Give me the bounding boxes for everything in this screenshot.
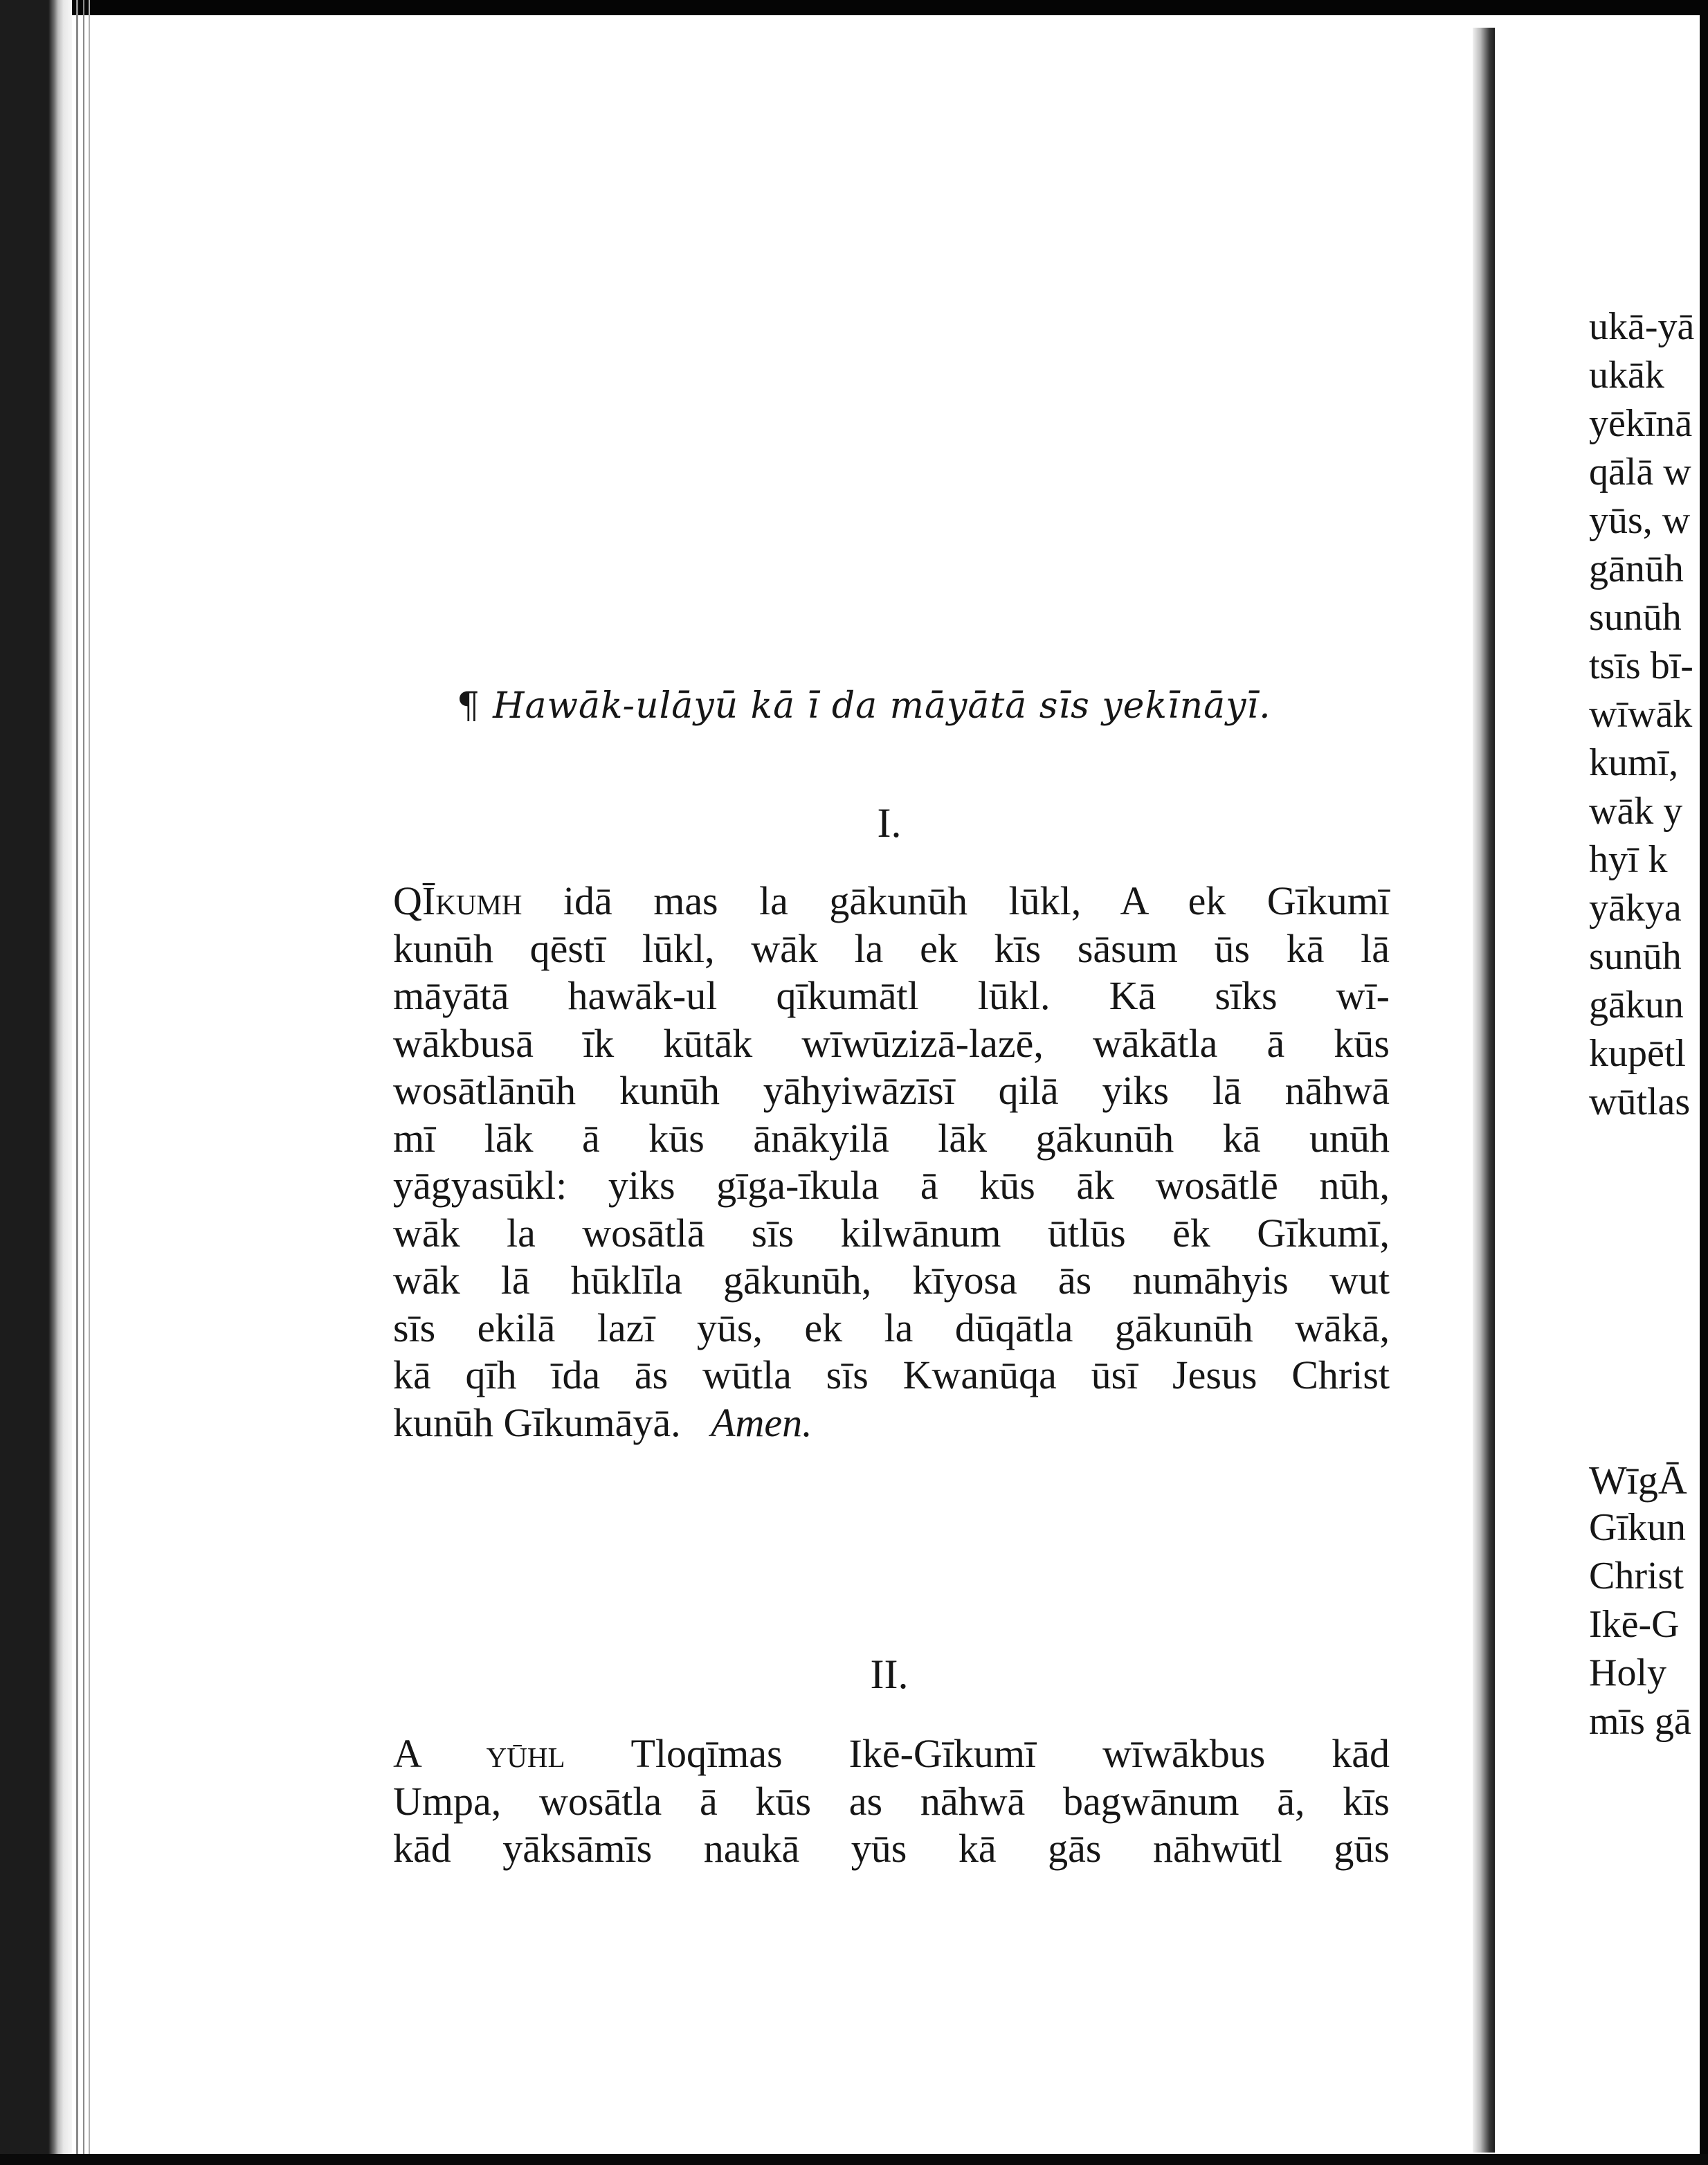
- right-fragment: tsīs bī-: [1589, 644, 1693, 687]
- amen-word: Amen.: [711, 1399, 812, 1445]
- text-line: mī lāk ā kūs ānākyilā lāk gākunūh kā unūh: [393, 1115, 1390, 1161]
- text-line: yāgyasūkl: yiks gīga-īkula ā kūs āk wosātlē nūh,: [393, 1163, 1390, 1208]
- right-fragment: ukā-yā: [1589, 305, 1695, 348]
- right-fragment: Gīkun: [1589, 1506, 1686, 1549]
- text-line: wosātlānūh kunūh yāhyiwāzīsī qilā yiks lā nāhwā: [393, 1068, 1390, 1113]
- right-fragment: sunūh: [1589, 935, 1682, 978]
- right-fragment: Ikē-G: [1589, 1603, 1680, 1646]
- right-fragment: qālā w: [1589, 451, 1691, 493]
- text-line: kā qīh īda ās wūtla sīs Kwanūqa ūsī Jesus Christ: [393, 1352, 1390, 1397]
- right-fragment: mīs gā: [1589, 1700, 1691, 1743]
- text-line: māyātā hawāk-ul qīkumātl lūkl. Kā sīks wī-: [393, 973, 1390, 1018]
- right-fragment: wīwāk: [1589, 693, 1693, 736]
- right-fragment: sunūh: [1589, 596, 1682, 639]
- scan-right-border: [1700, 0, 1708, 2165]
- text-line: kunūh qēstī lūkl, wāk la ek kīs sāsum ūs kā lā: [393, 925, 1390, 971]
- right-fragment: yēkīnā: [1589, 402, 1693, 445]
- section-1-text: [393, 878, 1390, 1447]
- page-stack-line: [89, 0, 90, 2165]
- right-fragment: Christ: [1589, 1555, 1684, 1597]
- left-page: [388, 0, 1391, 2165]
- right-fragment: ukāk: [1589, 354, 1664, 397]
- book-spine-edge: [0, 0, 72, 2165]
- page-heading: [457, 685, 1356, 727]
- text-line: QĪkumh idā mas la gākunūh lūkl, A ek Gīkumī: [393, 878, 1390, 923]
- heading-text: Hawāk-ulāyū kā ī da māyātā sīs yekīnāyī.: [493, 685, 1271, 727]
- text-line: sīs ekilā lazī yūs, ek la dūqātla gākunūh wākā,: [393, 1305, 1390, 1350]
- right-fragment: yākya: [1589, 887, 1682, 930]
- page-stack-line: [76, 0, 78, 2165]
- text-line: kād yāksāmīs naukā yūs kā gās nāhwūtl gūs: [393, 1826, 1390, 1871]
- right-fragment: gānūh: [1589, 547, 1684, 590]
- text-line: wākbusā īk kūtāk wīwūzizā-lazē, wākātla ā kūs: [393, 1020, 1390, 1066]
- pilcrow-icon: ¶: [457, 685, 481, 727]
- text-line: wāk la wosātlā sīs kilwānum ūtlūs ēk Gīkumī,: [393, 1210, 1390, 1256]
- right-fragment: kupētl: [1589, 1032, 1686, 1075]
- right-fragment: Holy: [1589, 1651, 1666, 1694]
- text-line: kunūh Gīkumāyā. Amen.: [393, 1399, 812, 1445]
- text-line: wāk lā hūklīla gākunūh, kīyosa ās numāhyis wut: [393, 1258, 1390, 1303]
- drop-word: A yūhl: [393, 1731, 565, 1776]
- right-fragment: wūtlas: [1589, 1080, 1691, 1123]
- right-page-cropped: [1589, 0, 1700, 2165]
- drop-word: QĪkumh: [393, 878, 523, 923]
- section-2-text: [393, 1730, 1390, 1873]
- text-line: A yūhl Tloqīmas Ikē-Gīkumī wīwākbus kād: [393, 1731, 1390, 1776]
- right-fragment: wāk y: [1589, 790, 1683, 833]
- text-line: Umpa, wosātla ā kūs as nāhwā bagwānum ā, kīs: [393, 1778, 1390, 1824]
- right-fragment: kumī,: [1589, 741, 1679, 784]
- book-gutter: [1473, 28, 1495, 2153]
- section-numeral-2: II.: [870, 1651, 909, 1697]
- right-fragment: hyī k: [1589, 838, 1668, 881]
- right-fragment: gākun: [1589, 984, 1684, 1026]
- page-stack-line: [83, 0, 84, 2165]
- right-fragment: WīgĀ: [1589, 1458, 1687, 1503]
- section-numeral-1: I.: [877, 800, 902, 846]
- right-fragment: yūs, w: [1589, 499, 1691, 542]
